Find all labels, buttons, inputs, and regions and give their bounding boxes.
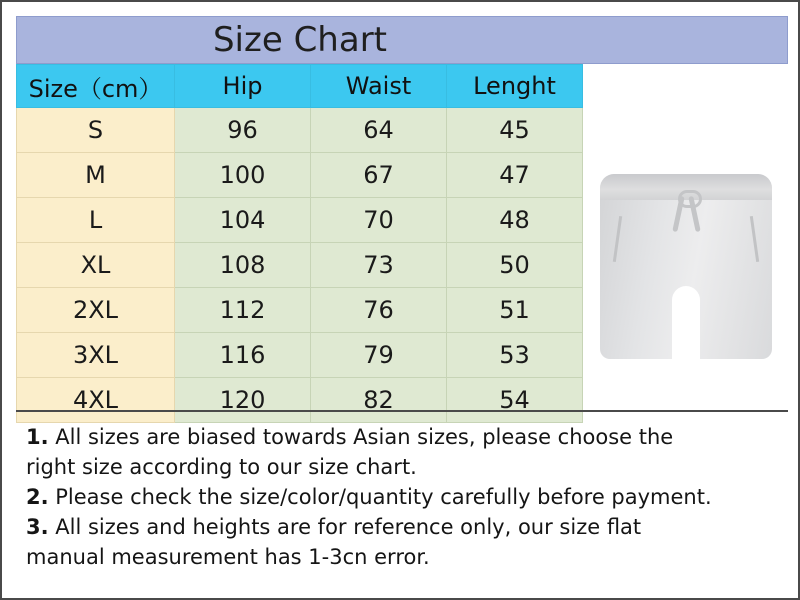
table-row [17,243,583,288]
cell-lenght: 48 [447,198,583,243]
note-line [26,452,778,482]
cell-lenght: 47 [447,153,583,198]
cell-waist: 73 [311,243,447,288]
cell-lenght: 50 [447,243,583,288]
shorts-leg-gap [672,286,700,361]
cell-waist: 70 [311,198,447,243]
table-row [17,108,583,153]
table-row [17,153,583,198]
product-image [584,64,788,410]
cell-size: XL [17,243,175,288]
gray-drawstring-shorts-icon [600,174,772,359]
cell-hip: 104 [175,198,311,243]
cell-size: 2XL [17,288,175,333]
table-header-row [17,65,583,108]
note-text: Please check the size/color/quantity carefully before payment. [48,485,712,509]
cell-hip: 100 [175,153,311,198]
column-header-waist: Waist [311,65,447,108]
notes-section [16,410,788,586]
cell-waist: 76 [311,288,447,333]
cell-lenght: 54 [447,378,583,423]
cell-waist: 64 [311,108,447,153]
size-table-container [16,64,582,423]
cell-waist: 82 [311,378,447,423]
cell-size: 4XL [17,378,175,423]
note-text: manual measurement has 1-3cn error. [26,545,430,569]
cell-lenght: 53 [447,333,583,378]
cell-hip: 116 [175,333,311,378]
table-row [17,333,583,378]
cell-hip: 96 [175,108,311,153]
cell-lenght: 45 [447,108,583,153]
size-table [16,64,583,423]
note-line [26,482,778,512]
column-header-size: Size（cm） [17,65,175,108]
cell-waist: 67 [311,153,447,198]
shorts-drawstring-knot [678,190,702,208]
cell-hip: 112 [175,288,311,333]
page-title: Size Chart [212,20,388,60]
table-row [17,198,583,243]
cell-size: 3XL [17,333,175,378]
column-header-hip: Hip [175,65,311,108]
cell-size: L [17,198,175,243]
note-text: right size according to our size chart. [26,455,417,479]
note-number: 1. [26,425,49,449]
cell-lenght: 51 [447,288,583,333]
table-row [17,288,583,333]
cell-hip: 108 [175,243,311,288]
note-line [26,512,778,542]
cell-hip: 120 [175,378,311,423]
cell-size: S [17,108,175,153]
cell-size: M [17,153,175,198]
cell-waist: 79 [311,333,447,378]
note-number: 2. [26,485,49,509]
title-bar [16,16,788,64]
note-line [26,422,778,452]
column-header-lenght: Lenght [447,65,583,108]
note-line [26,542,778,572]
note-text: All sizes are biased towards Asian sizes, please choose the [48,425,674,449]
note-text: All sizes and heights are for reference only, our size flat [48,515,642,539]
note-number: 3. [26,515,49,539]
